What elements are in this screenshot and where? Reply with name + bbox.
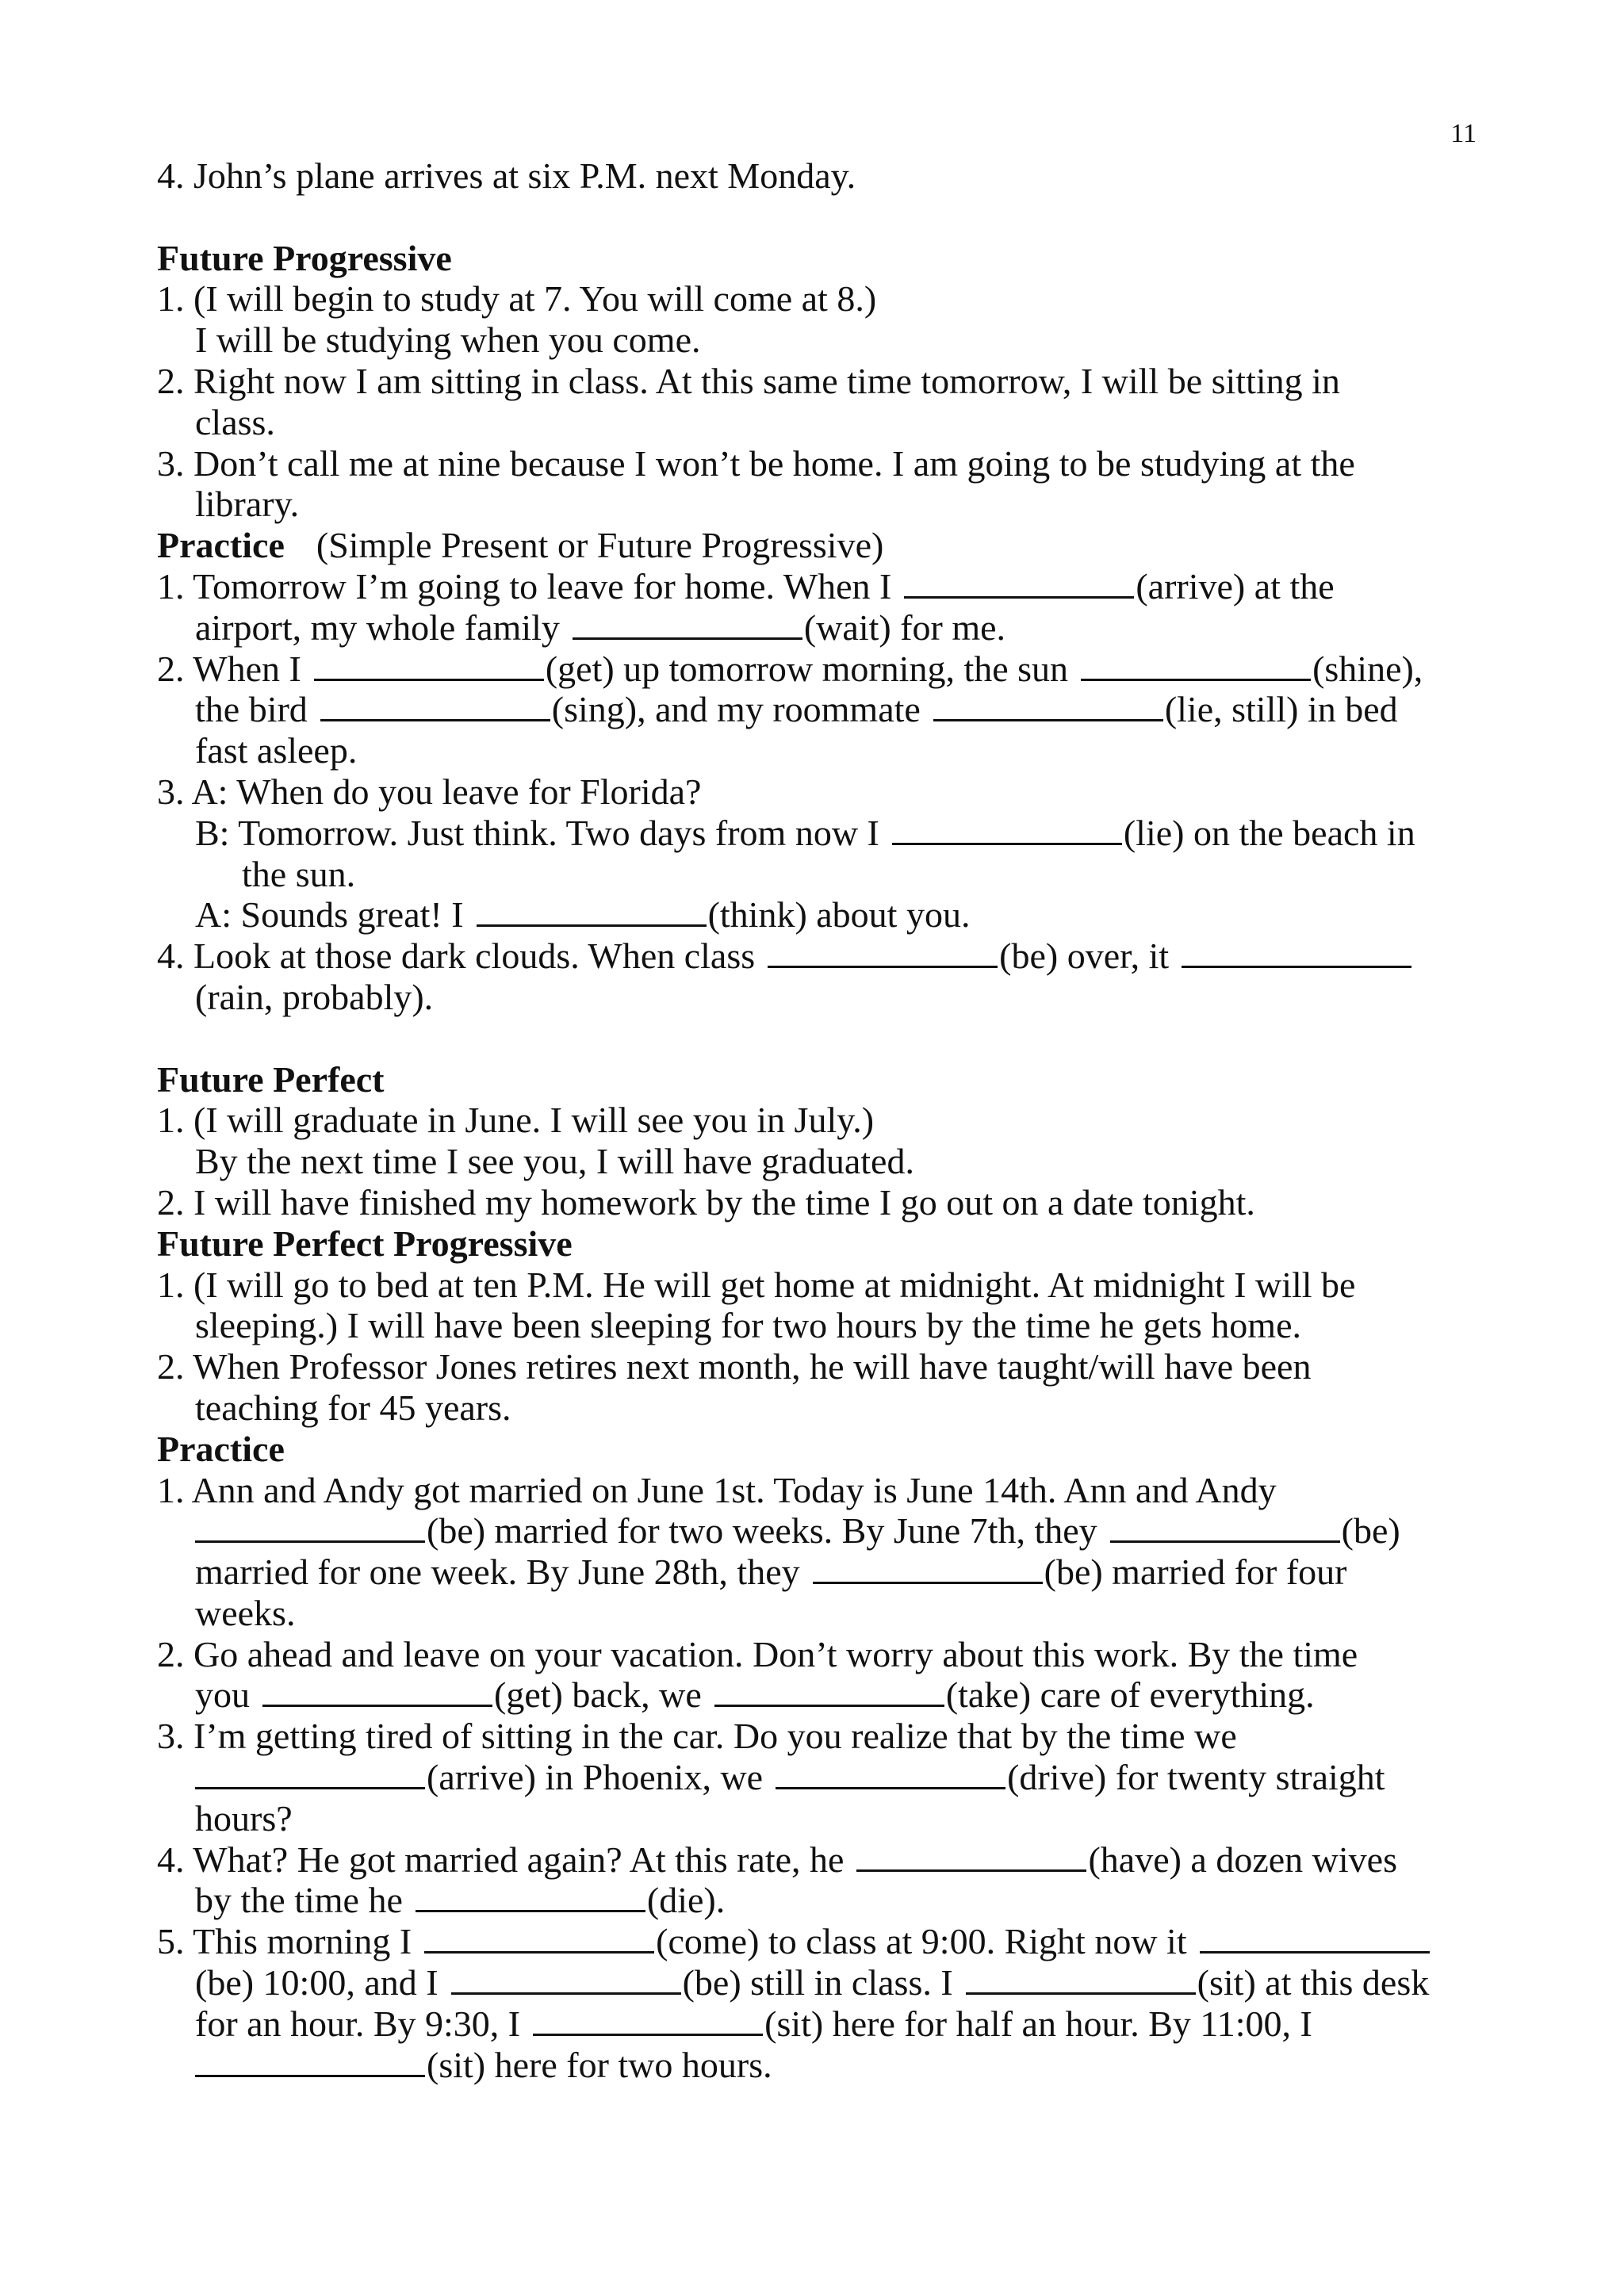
example-line: I will be studying when you come. [195, 320, 701, 361]
answer-blank[interactable] [262, 1674, 492, 1707]
answer-blank[interactable] [856, 1839, 1086, 1872]
exercise-line: (arrive) in Phoenix, we (drive) for twenty straight [157, 1757, 1489, 1798]
exercise-line: B: Tomorrow. Just think. Two days from now I (lie) on the beach in [195, 812, 1415, 853]
practice-subtitle: (Simple Present or Future Progressive) [316, 525, 884, 566]
answer-blank[interactable] [768, 936, 998, 968]
answer-blank[interactable] [477, 894, 707, 927]
exercise-line: (rain, probably). [195, 976, 434, 1017]
answer-blank[interactable] [892, 813, 1122, 845]
answer-blank[interactable] [320, 689, 550, 721]
example-line: 1. (I will begin to study at 7. You will come at 8.) [157, 278, 877, 320]
exercise-line: A: Sounds great! I (think) about you. [195, 894, 971, 936]
answer-blank[interactable] [424, 1921, 654, 1954]
example-line: class. [195, 401, 275, 442]
exercise-line: weeks. [195, 1592, 296, 1633]
exercise-line: 2. Go ahead and leave on your vacation. Don’t worry about this work. By the time [157, 1633, 1358, 1674]
answer-blank[interactable] [573, 607, 802, 640]
example-line: teaching for 45 years. [195, 1387, 511, 1428]
exercise-line: (be) 10:00, and I (be) still in class. I (sit) at this desk [195, 1962, 1430, 2003]
answer-blank[interactable] [1110, 1510, 1340, 1543]
worksheet-content [157, 155, 1489, 2085]
section-heading-practice: Practice [157, 1428, 285, 1469]
exercise-line: for an hour. By 9:30, I (sit) here for half an hour. By 11:00, I [195, 2003, 1312, 2044]
example-line: 1. (I will go to bed at ten P.M. He will get home at midnight. At midnight I will be [157, 1264, 1356, 1305]
answer-blank[interactable] [813, 1552, 1043, 1584]
exercise-line: the bird (sing), and my roommate (lie, still) in bed [195, 689, 1398, 730]
exercise-line: 4. Look at those dark clouds. When class (be) over, it [157, 936, 1489, 977]
example-line: library. [195, 484, 300, 525]
section-heading-future-perfect: Future Perfect [157, 1058, 385, 1100]
exercise-line: (be) married for two weeks. By June 7th, they (be) [157, 1510, 1489, 1552]
answer-blank[interactable] [966, 1962, 1196, 1995]
exercise-line: you (get) back, we (take) care of everything. [195, 1674, 1315, 1716]
exercise-line: (sit) here for two hours. [157, 2045, 1489, 2086]
practice-header [157, 525, 1489, 566]
section-heading-practice: Practice [157, 525, 285, 566]
example-line: 1. (I will graduate in June. I will see you in July.) [157, 1100, 875, 1141]
answer-blank[interactable] [904, 566, 1134, 599]
example-line: sleeping.) I will have been sleeping for two hours by the time he gets home. [195, 1305, 1301, 1346]
exercise-line: 3. I’m getting tired of sitting in the car. Do you realize that by the time we [157, 1716, 1237, 1757]
answer-blank[interactable] [1182, 936, 1411, 968]
answer-blank[interactable] [1081, 649, 1311, 681]
answer-blank[interactable] [1200, 1921, 1430, 1954]
answer-blank[interactable] [416, 1880, 645, 1912]
example-line: 3. Don’t call me at nine because I won’t be home. I am going to be studying at the [157, 442, 1355, 484]
example-line: 2. Right now I am sitting in class. At this same time tomorrow, I will be sitting in [157, 360, 1340, 401]
section-heading-future-perfect-progressive: Future Perfect Progressive [157, 1223, 573, 1264]
answer-blank[interactable] [451, 1962, 681, 1995]
answer-blank[interactable] [533, 2003, 763, 2036]
answer-blank[interactable] [776, 1757, 1005, 1789]
example-line: 2. When Professor Jones retires next month, he will have taught/will have been [157, 1346, 1312, 1387]
exercise-line: married for one week. By June 28th, they (be) married for four [195, 1552, 1347, 1593]
example-line: By the next time I see you, I will have graduated. [195, 1141, 914, 1182]
answer-blank[interactable] [933, 689, 1163, 721]
exercise-line: 2. When I (get) up tomorrow morning, the sun (shine), [157, 648, 1423, 689]
exercise-line: hours? [195, 1797, 293, 1839]
answer-blank[interactable] [714, 1674, 944, 1707]
exercise-line: the sun. [242, 853, 356, 894]
exercise-line: by the time he (die). [195, 1880, 726, 1921]
exercise-line: 1. Ann and Andy got married on June 1st. Today is June 14th. Ann and Andy [157, 1469, 1277, 1510]
page-number: 11 [1450, 119, 1477, 148]
exercise-line: fast asleep. [195, 730, 358, 771]
exercise-line: 4. What? He got married again? At this rate, he (have) a dozen wives [157, 1839, 1397, 1880]
answer-blank[interactable] [195, 1757, 425, 1789]
example-line: 2. I will have finished my homework by the time I go out on a date tonight. [157, 1181, 1255, 1223]
exercise-line: 1. Tomorrow I’m going to leave for home. When I (arrive) at the [157, 565, 1335, 607]
answer-blank[interactable] [195, 2045, 425, 2077]
example-line: 4. John’s plane arrives at six P.M. next Monday. [157, 155, 856, 196]
exercise-line: 3. A: When do you leave for Florida? [157, 771, 702, 812]
exercise-line: airport, my whole family (wait) for me. [195, 607, 1006, 648]
answer-blank[interactable] [314, 649, 544, 681]
answer-blank[interactable] [195, 1510, 425, 1543]
exercise-line: 5. This morning I (come) to class at 9:00. Right now it [157, 1921, 1489, 1962]
section-heading-future-progressive: Future Progressive [157, 237, 452, 278]
